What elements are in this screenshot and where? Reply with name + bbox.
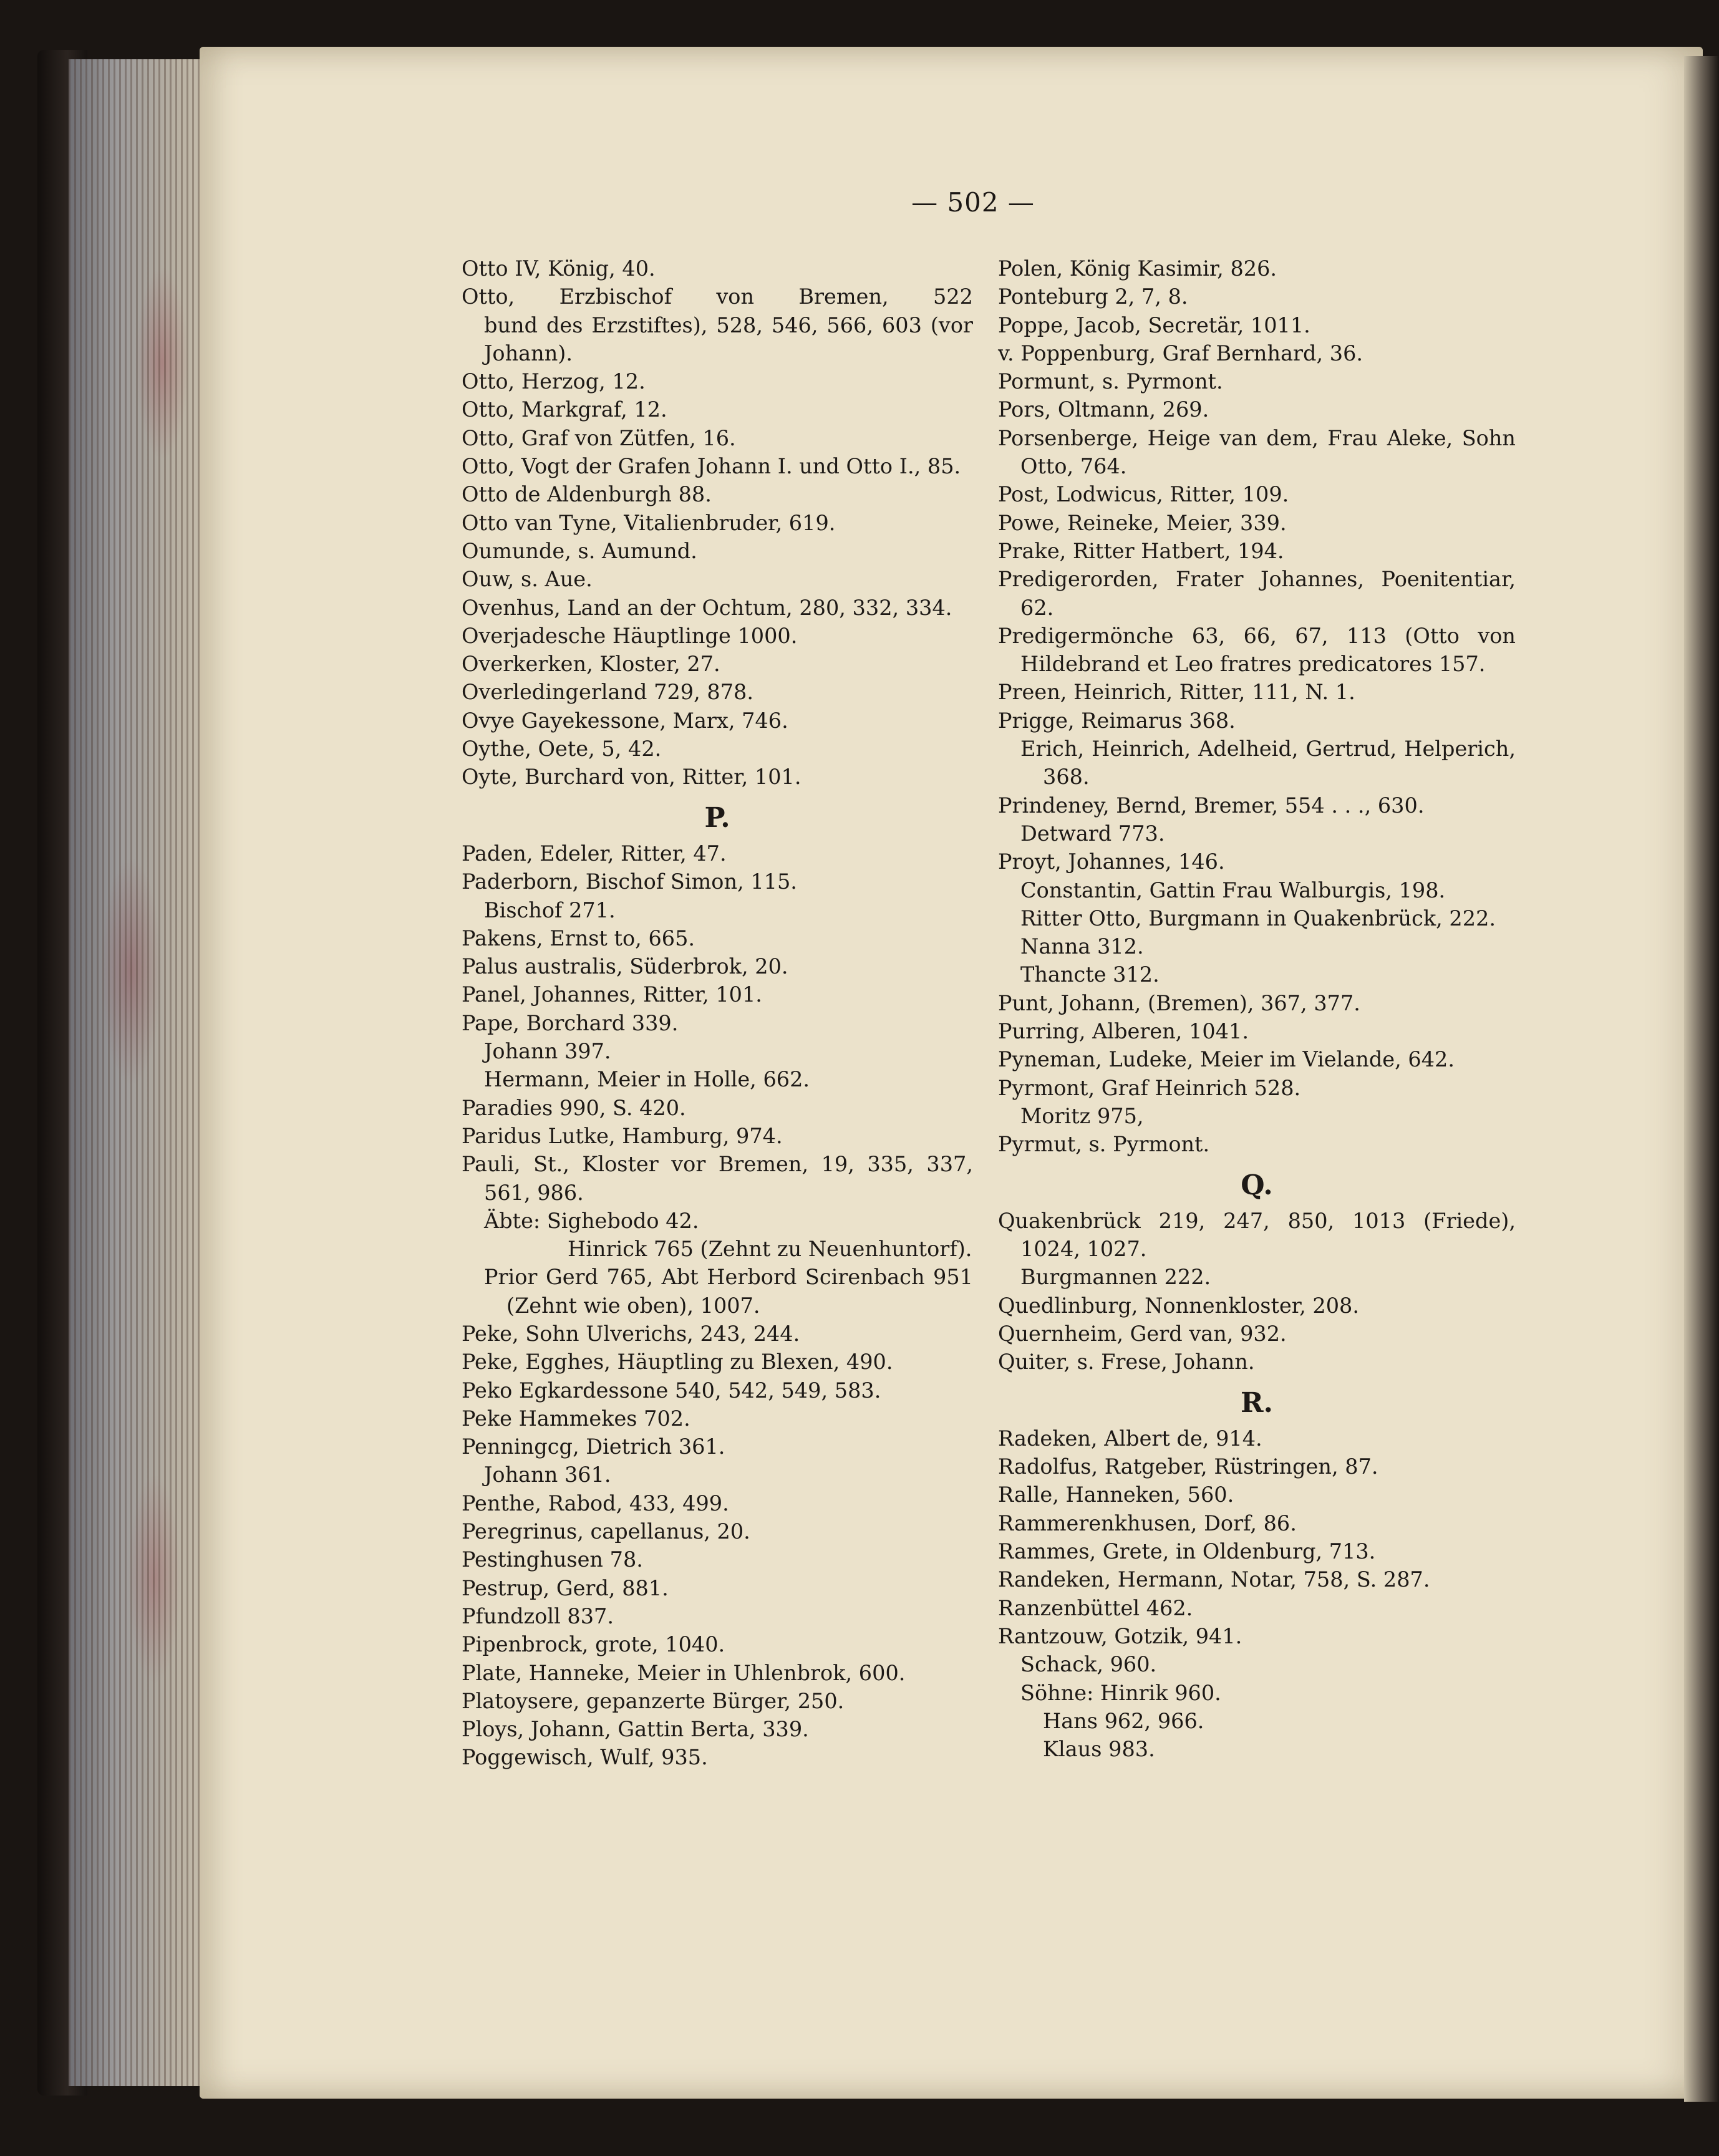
index-entry: bund des Erzstiftes), 528, 546, 566, 603 (vor	[484, 312, 973, 337]
index-entry: Pfundzoll 837.	[462, 1603, 614, 1628]
index-entry: Constantin, Gattin Frau Walburgis, 198.	[1020, 877, 1446, 902]
index-entry: Pormunt, s. Pyrmont.	[998, 369, 1223, 394]
section-letter-heading: P.	[704, 801, 730, 834]
index-entry: Söhne: Hinrik 960.	[1020, 1680, 1221, 1705]
index-entry: Paridus Lutke, Hamburg, 974.	[462, 1123, 783, 1148]
index-entry: 62.	[1020, 595, 1054, 620]
index-entry: Pipenbrock, grote, 1040.	[462, 1632, 725, 1657]
index-entry: (Zehnt wie oben), 1007.	[506, 1293, 760, 1318]
index-entry: Schack, 960.	[1020, 1652, 1157, 1677]
index-entry: Otto, 764.	[1020, 454, 1127, 479]
index-entry: Overledingerland 729, 878.	[462, 680, 753, 705]
index-entry: Overjadesche Häuptlinge 1000.	[462, 623, 798, 648]
index-entry: Pors, Oltmann, 269.	[998, 397, 1209, 422]
index-entry: Polen, König Kasimir, 826.	[998, 256, 1277, 281]
index-entry: Peke, Egghes, Häuptling zu Blexen, 490.	[462, 1350, 893, 1375]
index-entry: Otto de Aldenburgh 88.	[462, 482, 712, 507]
index-entry: Otto, Graf von Zütfen, 16.	[462, 425, 736, 450]
index-entry: v. Poppenburg, Graf Bernhard, 36.	[998, 341, 1363, 365]
index-entry: Erich, Heinrich, Adelheid, Gertrud, Helperich,	[1020, 737, 1516, 761]
index-entry: Otto IV, König, 40.	[462, 256, 656, 281]
index-entry: Rammerenkhusen, Dorf, 86.	[998, 1511, 1297, 1535]
index-entry: Panel, Johannes, Ritter, 101.	[462, 982, 762, 1007]
index-entry: Prindeney, Bernd, Bremer, 554 . . ., 630.	[998, 793, 1425, 818]
index-entry: Ouw, s. Aue.	[462, 567, 593, 592]
index-entry: Moritz 975,	[1020, 1103, 1144, 1128]
index-entry: Otto, Herzog, 12.	[462, 369, 646, 394]
index-entry: Predigermönche 63, 66, 67, 113 (Otto von	[998, 623, 1516, 648]
index-entry: Peke Hammekes 702.	[462, 1406, 690, 1431]
index-entry: Otto, Vogt der Grafen Johann I. und Otto I., 85.	[462, 454, 961, 479]
index-entry: Burgmannen 222.	[1020, 1265, 1211, 1290]
index-entry: 1024, 1027.	[1020, 1237, 1147, 1262]
index-entry: Klaus 983.	[1043, 1737, 1155, 1762]
index-entry: Otto, Erzbischof von Bremen, 522	[462, 284, 973, 309]
index-entry: Penningcg, Dietrich 361.	[462, 1434, 725, 1459]
index-entry: Otto, Markgraf, 12.	[462, 397, 667, 422]
index-entry: Pauli, St., Kloster vor Bremen, 19, 335, 337,	[462, 1152, 973, 1177]
index-entry: Poggewisch, Wulf, 935.	[462, 1745, 708, 1770]
index-entry: Hermann, Meier in Holle, 662.	[484, 1067, 810, 1092]
index-entry: Poppe, Jacob, Secretär, 1011.	[998, 312, 1310, 337]
index-entry: Ritter Otto, Burgmann in Quakenbrück, 222.	[1020, 906, 1496, 931]
index-entry: Pestinghusen 78.	[462, 1547, 643, 1572]
index-entry: 561, 986.	[484, 1180, 584, 1205]
index-entry: Ploys, Johann, Gattin Berta, 339.	[462, 1717, 809, 1742]
index-entry: Paderborn, Bischof Simon, 115.	[462, 869, 797, 894]
index-entry: Preen, Heinrich, Ritter, 111, N. 1.	[998, 680, 1355, 705]
index-entry: Pyneman, Ludeke, Meier im Vielande, 642.	[998, 1047, 1455, 1072]
index-entry: Paradies 990, S. 420.	[462, 1095, 686, 1120]
index-entry: Ponteburg 2, 7, 8.	[998, 284, 1188, 309]
index-entry: Oythe, Oete, 5, 42.	[462, 737, 662, 761]
index-entry: Pyrmut, s. Pyrmont.	[998, 1132, 1210, 1157]
index-entry: Detward 773.	[1020, 821, 1165, 846]
index-entry: Platoysere, gepanzerte Bürger, 250.	[462, 1688, 845, 1713]
index-entry: Quakenbrück 219, 247, 850, 1013 (Friede),	[998, 1208, 1516, 1233]
index-entry: Johann).	[484, 341, 573, 365]
index-entry: Predigerorden, Frater Johannes, Poenitentiar,	[998, 567, 1516, 592]
index-entry: Johann 361.	[484, 1462, 611, 1487]
index-entry: Pyrmont, Graf Heinrich 528.	[998, 1075, 1301, 1100]
section-letter-heading: R.	[1241, 1386, 1273, 1419]
index-entry: Äbte: Sighebodo 42.	[484, 1208, 699, 1233]
page-gutter-shadow	[1684, 56, 1719, 2102]
index-entry: Hildebrand et Leo fratres predicatores 157.	[1020, 652, 1486, 677]
index-entry: Johann 397.	[484, 1039, 611, 1064]
index-entry: Hans 962, 966.	[1043, 1708, 1204, 1733]
index-column-left	[462, 254, 973, 1772]
index-entry: Powe, Reineke, Meier, 339.	[998, 510, 1287, 535]
index-entry: Oumunde, s. Aumund.	[462, 538, 697, 563]
index-entry: Prior Gerd 765, Abt Herbord Scirenbach 951	[484, 1265, 973, 1290]
index-entry: Peko Egkardessone 540, 542, 549, 583.	[462, 1378, 881, 1403]
index-entry: Quedlinburg, Nonnenkloster, 208.	[998, 1293, 1360, 1318]
index-entry: Prigge, Reimarus 368.	[998, 708, 1236, 733]
index-entry: Nanna 312.	[1020, 934, 1144, 959]
index-entry: Post, Lodwicus, Ritter, 109.	[998, 482, 1289, 507]
index-entry: Punt, Johann, (Bremen), 367, 377.	[998, 990, 1360, 1015]
index-entry: Pestrup, Gerd, 881.	[462, 1575, 669, 1600]
index-entry: Pape, Borchard 339.	[462, 1010, 679, 1035]
index-entry: Ranzenbüttel 462.	[998, 1595, 1193, 1620]
index-entry: Prake, Ritter Hatbert, 194.	[998, 538, 1284, 563]
index-entry: Proyt, Johannes, 146.	[998, 849, 1225, 874]
index-column-right	[998, 254, 1516, 1763]
index-entry: Rammes, Grete, in Oldenburg, 713.	[998, 1539, 1376, 1564]
index-entry: Peke, Sohn Ulverichs, 243, 244.	[462, 1321, 800, 1346]
index-entry: Hinrick 765 (Zehnt zu Neuenhuntorf).	[568, 1237, 972, 1262]
index-entry: Porsenberge, Heige van dem, Frau Aleke, Sohn	[998, 425, 1516, 450]
index-entry: Paden, Edeler, Ritter, 47.	[462, 841, 727, 866]
index-entry: Quernheim, Gerd van, 932.	[998, 1321, 1287, 1346]
index-entry: Purring, Alberen, 1041.	[998, 1019, 1249, 1044]
index-entry: Quiter, s. Frese, Johann.	[998, 1350, 1255, 1375]
index-entry: Randeken, Hermann, Notar, 758, S. 287.	[998, 1567, 1430, 1592]
index-entry: 368.	[1043, 765, 1090, 790]
index-entry: Ovye Gayekessone, Marx, 746.	[462, 708, 788, 733]
index-entry: Pakens, Ernst to, 665.	[462, 926, 695, 950]
index-entry: Otto van Tyne, Vitalienbruder, 619.	[462, 510, 836, 535]
index-entry: Plate, Hanneke, Meier in Uhlenbrok, 600.	[462, 1660, 906, 1685]
index-entry: Bischof 271.	[484, 897, 616, 922]
index-entry: Palus australis, Süderbrok, 20.	[462, 954, 788, 979]
index-entry: Overkerken, Kloster, 27.	[462, 652, 720, 677]
index-entry: Oyte, Burchard von, Ritter, 101.	[462, 765, 801, 790]
index-entry: Rantzouw, Gotzik, 941.	[998, 1623, 1242, 1648]
index-entry: Thancte 312.	[1020, 962, 1160, 987]
index-entry: Peregrinus, capellanus, 20.	[462, 1519, 750, 1544]
index-entry: Ovenhus, Land an der Ochtum, 280, 332, 334.	[462, 595, 952, 620]
section-letter-heading: Q.	[1241, 1169, 1273, 1201]
index-entry: Penthe, Rabod, 433, 499.	[462, 1491, 729, 1515]
index-entry: Ralle, Hanneken, 560.	[998, 1482, 1234, 1507]
index-entry: Radolfus, Ratgeber, Rüstringen, 87.	[998, 1454, 1378, 1479]
index-entry: Radeken, Albert de, 914.	[998, 1426, 1262, 1451]
page-number: — 502 —	[911, 187, 1035, 218]
